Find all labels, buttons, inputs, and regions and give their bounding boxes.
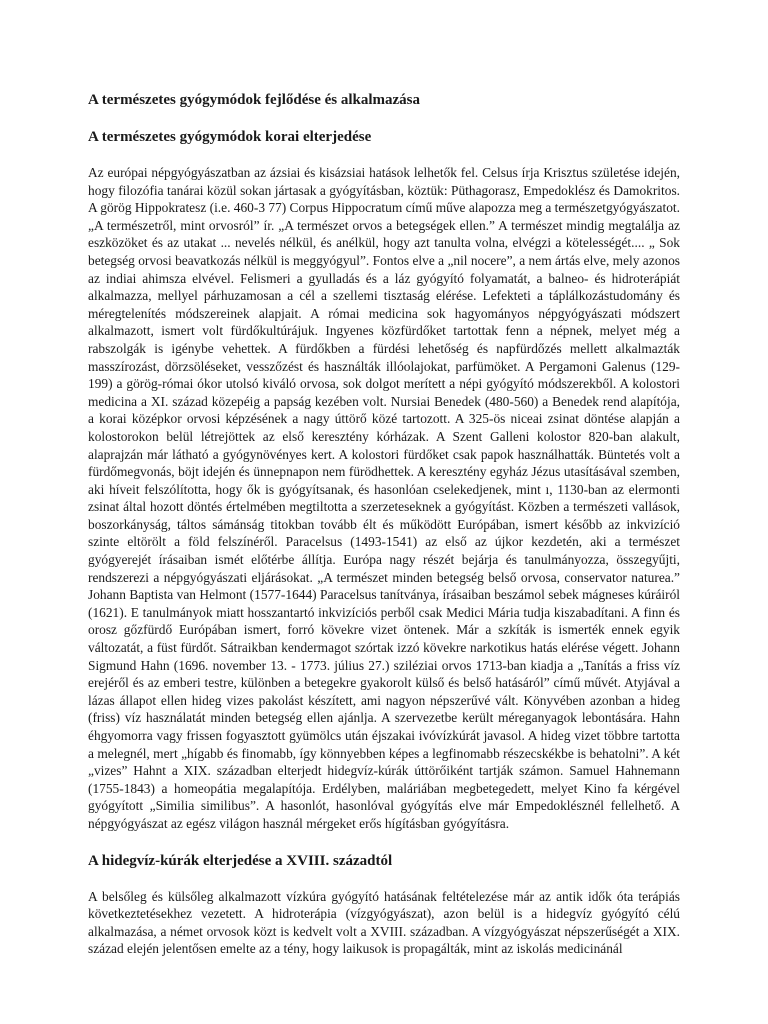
section-paragraph-cold-water-cures: A belsőleg és külsőleg alkalmazott vízkúra gyógyító hatásának feltételezése már az antik idők óta terápiás következtetésekhez vezetett. A hidroterápia (vízgyógyászat), azon belül is a hidegvíz gyógyító célú alkalmazása, a német orvosok közt is kedvelt volt a XVIII. században. A vízgyógyászat népszerűségét a XIX. század elején jelentősen emelte az a tény, hogy laikusok is propagálták, mint az iskolás medicinánál (88, 888, 680, 957)
document-body (88, 90, 680, 958)
document-title: A természetes gyógymódok fejlődése és alkalmazása (88, 92, 421, 108)
section-paragraph-early-spread: Az európai népgyógyászatban az ázsiai és kisázsiai hatások lelhetők fel. Celsus írja Krisztus születése idején, hogy filozófia tanárai közül sokan jártasak a gyógyításban, köztük: Püthagorasz, Empedoklész és Damokritos. A görög Hippokratesz (i.e. 460-3 77) Corpus Hippocratum című műve alapozza meg a természetgyógyászatot. „A természetről, mint orvosról” ír. „A természet orvos a betegségek ellen.” A természet mindig megtalálja az eszközöket és az utakat ... nevelés nélkül, és anélkül, hogy azt tanulta volna, elvégzi a kötelességét.... „ Sok betegség orvosi beavatkozás nélkül is meggyógyul”. Fontos elve a „nil nocere”, a nem ártás elve, mely azonos az indiai ahimsza elvével. Felismeri a gyulladás és a láz gyógyító folyamatát, a balneo- és hidroterápiát alkalmazza, mellyel párhuzamosan a cél a szellemi tisztaság elérése. Lefekteti a táplálkozástudomány és méregtelenítés módszereinek alapjait. A római medicina sok hagyományos népgyógyászati módszert alkalmazott, ismert volt fürdőkultúrájuk. Ingyenes közfürdőket tartottak fenn a népnek, melyet még a rabszolgák is igénybe vehettek. A fürdőkben a fürdési lehetőség és napfürdőzés mellett alkalmazták masszírozást, dörzsöléseket, vesszőzést és használták illóolajokat, parfümöket. A Pergamoni Galenus (129-199) a görög-római ókor utolsó kiváló orvosa, sok dolgot merített a népi gyógyító módszerekből. A kolostori medicina a XI. század közepéig a papság kezében volt. Nursiai Benedek (480-560) a Benedek rend alapítója, a korai középkor orvosi képzésének a nagy úttörő közé tartozott. A 325-ös niceai zsinat döntése alapján a kolostorokon belül létrejöttek az első keresztény kórházak. A Szent Galleni kolostor 820-ban alakult, alaprajzán már látható a gyógynövényes kert. A kolostori fürdőket csak papok használhatták. Büntetés volt a fürdőmegvonás, böjt idején és ünnepnapon nem fürödhettek. A keresztény egyház Jézus utasításával szemben, aki híveit felszólította, hogy ők is gyógyítsanak, és hasonlóan cselekedjenek, mint ı, 1130-ban az elermonti zsinat által hozott döntés értelmében megtiltotta a szerzeteseknek a gyógyítást. Közben a természeti vallások, boszorkányság, táltos sámánság titokban tovább élt és működött Európában, ismert később az inkvizíció szinte eltörölt a föld felszínéről. Paracelsus (1493-1541) az első az újkor kezdetén, aki a természet gyógyerejét írásaiban ismét előtérbe állítja. Európa nagy részét bejárja és tanulmányozza, összegyűjti, rendszerezi a népgyógyászati eljárásokat. „A természet minden betegség belső orvosa, conservator naturea.” Johann Baptista van Helmont (1577-1644) Paracelsus tanítványa, írásaiban beszámol sebek mágneses kúráiról (1621). E tanulmányok miatt hosszantartó inkvizíciós perből csak Medici Mária tudja kiszabadítani. A finn és orosz gőzfürdő Európában ismert, forró kövekre vizet öntenek. Már a szkíták is ismerték ennek egyik változatát, a füst fürdőt. Sátraikban kendermagot szórtak izzó kövekre narkotikus hatás elérése végett. Johann Sigmund Hahn (1696. november 13. - 1773. július 27.) sziléziai orvos 1713-ban kiadja a „Tanítás a friss víz erejéről és az emberi testre, különben a betegekre gyakorolt külső és belső hatásáról” című művét. Atyjával a lázas állapot ellen hideg vizes pakolást készített, ami nagyon népszerűvé vált. Könyvében azonban a hideg (friss) víz használatát minden betegség ellen ajánlja. A szervezetbe került méreganyagok lebontására. Hahn éhgyomorra vagy frissen fogyasztott gyümölcs után éjszakai ivóvízkúrát javasol. A hideg vizet többre tartotta a melegnél, mert „hígabb és finomabb, így könnyebben képes a legfinomabb részecskékbe is behatolni”. A két „vizes” Hahnt a XIX. században elterjedt hidegvíz-kúrák úttörőiként tartják számon. Samuel Hahnemann (1755-1843) a homeopátia megalapítója. Erdélyben, maláriában megbetegedett, melyet Kino fa kérgével gyógyított „Similia similibus”. A hasonlót, hasonlóval gyógyítás elve már Empedoklésznél fellelhető. A népgyógyászat az egész világon használ mérgeket erős hígításban gyógyításra. (88, 165, 680, 831)
section-heading-early-spread: A természetes gyógymódok korai elterjedése (88, 129, 372, 145)
section-heading-cold-water-cures: A hidegvíz-kúrák elterjedése a XVIII. századtól (88, 852, 393, 869)
